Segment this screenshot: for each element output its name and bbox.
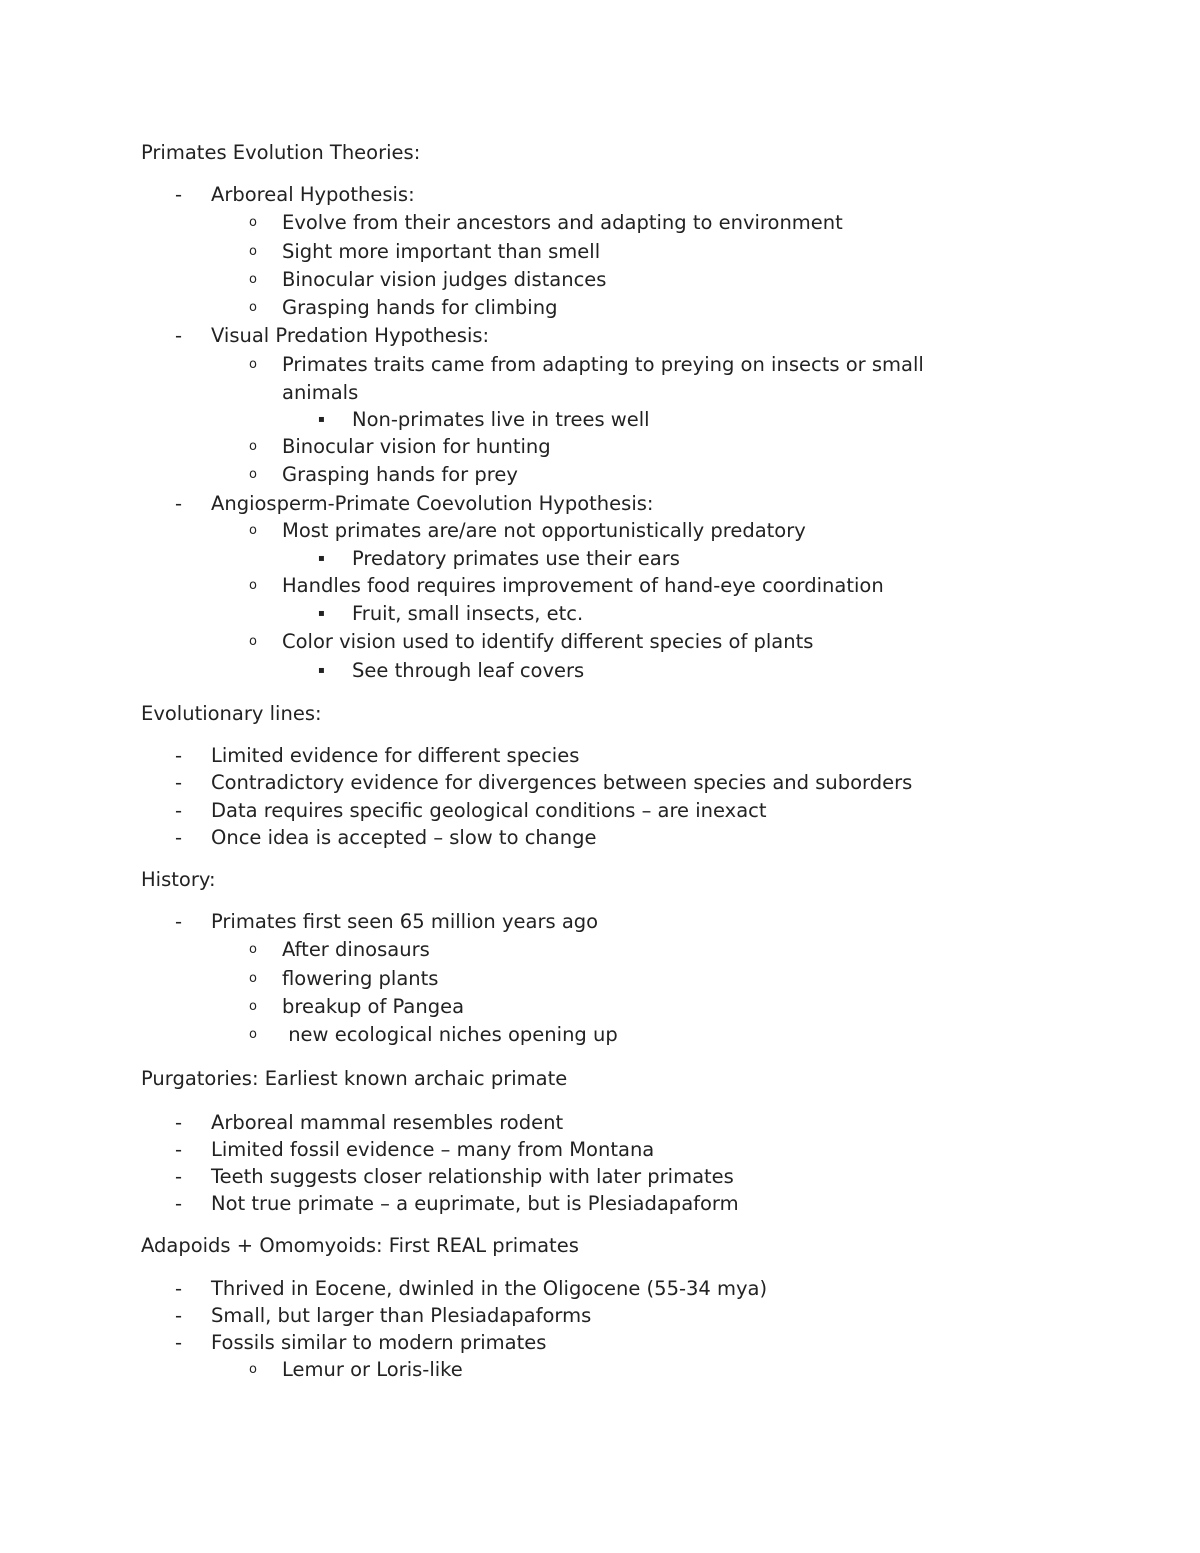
dash-bullet: - [175, 183, 183, 206]
list-item-text: Fruit, small insects, etc. [352, 602, 584, 625]
dash-bullet: - [175, 1138, 183, 1161]
circle-bullet: o [249, 357, 257, 372]
list-item-text: Most primates are/are not opportunistically predatory [282, 519, 806, 542]
circle-bullet: o [249, 971, 257, 986]
square-bullet: ▪ [318, 553, 325, 564]
list-item-text: Non-primates live in trees well [352, 408, 650, 431]
list-item-text: Contradictory evidence for divergences between species and suborders [211, 771, 913, 794]
list-item-text: Primates first seen 65 million years ago [211, 910, 599, 933]
list-item-text: Grasping hands for prey [282, 463, 518, 486]
list-item-text: breakup of Pangea [282, 995, 465, 1018]
list-item-text: flowering plants [282, 967, 439, 990]
list-item-text: Primates traits came from adapting to preying on insects or small [282, 353, 924, 376]
list-item-label: Visual Predation Hypothesis: [211, 324, 490, 347]
dash-bullet: - [175, 1304, 183, 1327]
list-item-text: Limited evidence for different species [211, 744, 580, 767]
section-heading-purgatories: Purgatories: Earliest known archaic primate [141, 1067, 568, 1090]
circle-bullet: o [249, 467, 257, 482]
section-heading-evolutionary-lines: Evolutionary lines: [141, 702, 322, 725]
circle-bullet: o [249, 300, 257, 315]
list-item-text: animals [282, 381, 359, 404]
list-item-text: Fossils similar to modern primates [211, 1331, 547, 1354]
circle-bullet: o [249, 272, 257, 287]
circle-bullet: o [249, 634, 257, 649]
list-item-text: Arboreal mammal resembles rodent [211, 1111, 564, 1134]
list-item-text: Teeth suggests closer relationship with later primates [211, 1165, 734, 1188]
dash-bullet: - [175, 1192, 183, 1215]
list-item-text: Binocular vision judges distances [282, 268, 607, 291]
dash-bullet: - [175, 1277, 183, 1300]
list-item-text: Binocular vision for hunting [282, 435, 551, 458]
circle-bullet: o [249, 215, 257, 230]
circle-bullet: o [249, 999, 257, 1014]
list-item-text: Once idea is accepted – slow to change [211, 826, 597, 849]
list-item-text: Grasping hands for climbing [282, 296, 558, 319]
list-item-text: new ecological niches opening up [282, 1023, 618, 1046]
dash-bullet: - [175, 492, 183, 515]
list-item-text: Small, but larger than Plesiadapaforms [211, 1304, 592, 1327]
list-item-text: Evolve from their ancestors and adapting to environment [282, 211, 843, 234]
circle-bullet: o [249, 1027, 257, 1042]
circle-bullet: o [249, 1362, 257, 1377]
section-heading-history: History: [141, 868, 216, 891]
circle-bullet: o [249, 523, 257, 538]
circle-bullet: o [249, 244, 257, 259]
square-bullet: ▪ [318, 665, 325, 676]
dash-bullet: - [175, 826, 183, 849]
list-item-text: Color vision used to identify different species of plants [282, 630, 814, 653]
list-item-text: Not true primate – a euprimate, but is Plesiadapaform [211, 1192, 739, 1215]
dash-bullet: - [175, 324, 183, 347]
list-item-text: Thrived in Eocene, dwinled in the Oligocene (55-34 mya) [211, 1277, 768, 1300]
circle-bullet: o [249, 578, 257, 593]
list-item-text: See through leaf covers [352, 659, 585, 682]
list-item-text: Limited fossil evidence – many from Montana [211, 1138, 655, 1161]
dash-bullet: - [175, 744, 183, 767]
list-item-text: After dinosaurs [282, 938, 430, 961]
section-heading-theories: Primates Evolution Theories: [141, 141, 421, 164]
list-item-text: Lemur or Loris-like [282, 1358, 463, 1381]
square-bullet: ▪ [318, 608, 325, 619]
dash-bullet: - [175, 1111, 183, 1134]
list-item-text: Predatory primates use their ears [352, 547, 680, 570]
circle-bullet: o [249, 439, 257, 454]
list-item-label: Angiosperm-Primate Coevolution Hypothesis: [211, 492, 654, 515]
section-heading-adapoids: Adapoids + Omomyoids: First REAL primates [141, 1234, 579, 1257]
list-item-label: Arboreal Hypothesis: [211, 183, 415, 206]
list-item-text: Data requires specific geological conditions – are inexact [211, 799, 767, 822]
dash-bullet: - [175, 910, 183, 933]
dash-bullet: - [175, 771, 183, 794]
dash-bullet: - [175, 1331, 183, 1354]
list-item-text: Sight more important than smell [282, 240, 601, 263]
list-item-text: Handles food requires improvement of hand-eye coordination [282, 574, 884, 597]
dash-bullet: - [175, 799, 183, 822]
square-bullet: ▪ [318, 414, 325, 425]
dash-bullet: - [175, 1165, 183, 1188]
circle-bullet: o [249, 942, 257, 957]
